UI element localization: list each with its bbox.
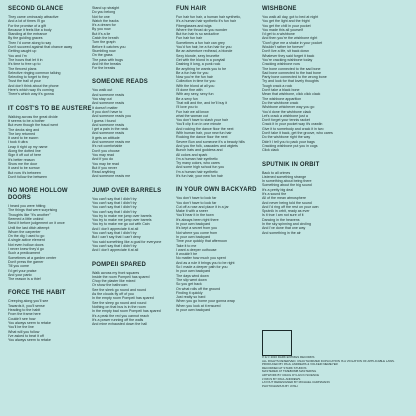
song-title: JUMP OVER BARRELS [92,187,162,194]
lyric-line: Creeping along you'll see [8,299,49,304]
lyric-line: In the empty bad room Pompeii has spared [92,309,161,314]
lyric-line: Do you belong [92,10,116,15]
lyric-line: I heard you were hitting [8,204,46,209]
lyric-line: And someone reads you [92,114,131,119]
song-block [176,6,260,178]
lyric-line: On what rolls off the ground [176,286,221,291]
lyric-line: Sometimes at a garden center [8,255,57,260]
lyric-line: Let's crack a wishbone just a [262,113,308,118]
lyric-line: And mine exhausted down the hall [92,322,147,327]
lyric-line: Whom the carpenter [8,229,41,234]
lyric-line: "Don't give me a shake in your pocket [262,40,323,45]
lyric-line: When you go home your gonna wrap [176,299,235,304]
lyric-line: Not even hollow doors [8,242,44,247]
lyric-line: And some high school fun you [176,165,225,170]
song-title: FUN HAIR [176,6,207,12]
lyric-line: Show me the door [8,161,38,166]
lyric-line: It seems to be a bother [8,118,45,123]
lyric-line: Don't take a black bone [262,88,300,93]
lyric-line: The slip went down [176,277,207,282]
lyric-line: Fun hair fun hair [176,36,203,41]
lyric-line: You try to make me jump over barrels [92,213,152,218]
song-block [262,162,346,235]
lyric-line: Inside the room Pompeii has spared [92,274,150,279]
lyric-line: I'd get to a wishbone [262,32,295,37]
lyric-line: You may be read [92,161,120,166]
lyric-line: Thoughts like "it's another" [8,212,51,217]
lyric-line: Rocking the dance floor the next [176,135,228,140]
song-title: NO MORE HOLLOW DOORS [8,188,68,202]
lyric-line: Cut off a rose and place it in a jar [176,204,229,209]
credits-block: ℗ & © 2016 DARK ENTRIES RECORDS ALL RIGHTS RESERVED. UNAUTHORIZED DUPLICATION IS A VIOLATION OF APPLICABLE LAWS. PRODUCED BY PAUL ANDREWS & VOLKER NIEMEYER RECORDED AT STARK STUDIOS MASTERED AT TIMEBOMB MASTERING ARTWORK BY CRAIG DYLAN IN SCIENCE LYRICS BY PAUL ANDREWS LAYOUT REDESIGNED BY MICHAEL CHRISMANN PHOTOGRAPHS BY JOSH [262,355,395,388]
label-logo [262,330,292,356]
lyric-line: A single active element [8,238,45,243]
lyric-line: Just realty so hard [176,295,206,300]
lyric-line: In the empty room Pompeii has spared [92,296,154,301]
lyric-line: Something about the big sound [262,183,312,188]
lyric-line: And never being told the sound [262,200,312,205]
song-title: FORCE THE HABIT [8,290,66,297]
lyric-line: With any sexy, sexy fun [176,92,214,97]
lyric-line: You can't say that I didn't try [92,209,137,214]
lyric-line: Try and look for that lovely thoughts [262,79,319,84]
lyric-line: I never knew they'd go [8,247,44,252]
lyric-line: Dashing it long, a punk rock [176,62,221,67]
lyric-line: Nothing on that bus is in the room [92,304,146,309]
lyric-line: Before it catches you [92,44,126,49]
lyric-line: The decks sing and [8,127,40,132]
lyric-line: It's better reason [8,157,35,162]
lyric-line: The pass with bugs [92,57,123,62]
lyric-line: You'd fun hair, be a fun hair for you [176,45,232,50]
lyric-line: Don't forget your tennis racket [262,118,310,123]
lyric-line: Getting caught up [8,49,37,54]
lyric-line: Didn't I tell you to pack your bags [262,139,315,144]
lyric-line: You can't say that I didn't try [92,231,137,236]
lyric-line: Because it feels like a body [8,27,52,32]
lyric-line: But fun hair is so seductive [176,32,219,37]
lyric-line: The reason is a thief [8,277,41,282]
lyric-line: Give it to somebody and crack it in two [262,126,324,131]
lyric-line: You try to make me go out with Cain [92,222,150,227]
lyric-line: You always seem to retake [8,320,51,325]
lyric-line: You'd done the wishbone clack [262,109,312,114]
song-block [92,262,176,327]
lyric-line: Be a fun hair for you [176,70,209,75]
lyric-line: No matter how much you spent [176,256,226,261]
lyric-line: Do the wishbone crack [262,100,299,105]
song-title: IN YOUR OWN BACKYARD [176,187,257,194]
lyric-line: I'd get your praise [8,268,37,273]
lyric-line: Sputnik in orbit, ready as ever [262,209,310,214]
lyrics-column-1 [8,6,92,351]
lyric-line: That will and the, and he'll buy it [176,100,228,105]
lyric-line: Don't press the garner [8,259,44,264]
lyric-line: In the sky spinning and circling [262,222,311,227]
lyric-line: I want a deeper outhouse [176,247,217,252]
lyric-line: You get the light and the fright [262,19,310,24]
lyric-line: In your own backyard [176,234,211,239]
song-title: POMPEII SPARED [92,261,147,268]
lyric-line: Is it true I am not sure of it [262,213,304,218]
lyric-line: There's which way it's gonna [8,92,54,97]
lyric-line: You and I'm [8,53,27,58]
lyric-line: I'll love you to [176,105,198,110]
lyric-line: You can't say that I didn't try [92,243,137,248]
lyric-line: Standing at the entrance [8,32,48,37]
lyric-line: You get the chill in your pocket [262,23,311,28]
lyric-line: So you get back [176,282,202,287]
lyric-line: By you now [92,27,111,32]
lyric-line: Don't follow the between [8,174,48,179]
lyric-line: It's a pretty big deal [262,187,294,192]
lyric-line: Sometimes a fun hair can grey [176,40,225,45]
lyric-line: Fiberglasses and wigs [176,23,212,28]
lyric-line: If you don't have to [92,109,123,114]
song-block [8,290,92,342]
song-block [8,6,92,97]
song-title: WISHBONE [262,6,297,12]
lyric-line: Here's which way it's coming [8,88,54,93]
lyric-line: Mean that wishbone, click click clack [262,92,321,97]
lyric-line: Be anything he wants you to be [176,66,227,71]
lyric-line: Wishbone whichever way you go [262,105,315,110]
lyric-line: Click clack [262,148,279,153]
song-title: SPUTNIK IN ORBIT [262,161,320,168]
lyric-line: what the woman cut [176,113,208,118]
lyric-line: I'm a human hair synthetic [176,156,218,161]
lyric-line: The hours that let it in [8,57,43,62]
lyric-line: I took it ultra [8,140,28,145]
lyric-line: Send it before judgement on it once [8,221,65,226]
lyric-line: Be a sexy fun [176,96,198,101]
lyric-line: Don't take it back, get the groove, who cares [262,131,333,136]
lyric-line: But now it's between [8,170,41,175]
lyric-line: On the grass [92,53,113,58]
lyric-line: Till you come [8,264,30,269]
lyric-line: Chop the plaster like mixed [92,279,136,284]
lyric-line: Back to all crimes [262,170,291,175]
lyric-line: And I'd ring off the rest on your own [262,204,319,209]
lyrics-column-4 [262,6,346,244]
lyric-line: Until the last ditch attempt [8,225,50,230]
lyric-line: Tough crack a rock [262,83,293,88]
lyric-line: Walk across my front squares [92,270,140,275]
lyric-line: Towards it, you'll sense [8,303,45,308]
lyric-line: From the frame here [8,312,41,317]
lyric-line: Turn the graph [92,40,116,45]
lyric-line: It doesn't matter [92,105,118,110]
lyric-line: Be an adventure redhead, a blonde [176,49,233,54]
lyric-line: Leap it right up my name [8,144,48,149]
lyric-line: It's a human hair synthetic it's fun hair [176,19,236,24]
lyric-line: See the sleep go round and round [92,300,147,305]
lyric-line: Get with the blond in a ponytail [176,57,226,62]
lyric-line: Stand up straight [92,6,120,10]
lyric-line: By the guiding graces [8,36,43,41]
lyric-line: But if you never [92,165,117,170]
lyric-line: You'll be the line [8,325,34,330]
song-title: SECOND GLANCE [8,6,64,12]
lyric-line: I'll done fine with [176,88,203,93]
lyric-line: Seemed a little unkind [8,216,44,221]
lyric-line: Take it to me [176,243,197,248]
lyric-line: Whatever they said forget it back [262,53,315,58]
lyric-line: Make it with a sneer [176,209,208,214]
lyric-line: The things that were surprising [8,208,58,213]
lyric-line: Severe Bun and someone it's a beauty hills [176,139,245,144]
lyric-line: When you look at it ensured [176,303,221,308]
lyric-line: Do the wishbone right the way [262,135,311,140]
lyric-line: In something about being there [262,179,312,184]
lyric-line: It used to be sworn [8,136,39,141]
lyric-line: Read anything [92,170,116,175]
lyric-line: Selecting to forget to they [8,75,49,80]
lyric-line: It's kept a secret from you [176,226,218,231]
lyric-line: Where the thrust do you wonder [176,27,228,32]
lyric-line: I'm a human hair synthetic [176,169,218,174]
lyric-line: Try many colors, who cares [176,161,220,166]
lyric-line: All of the mean atmosphere [262,196,306,201]
lyric-line: Crack it in your pocket way it's crawlin [262,122,323,127]
lyric-line: Fun hair we all know [176,109,209,114]
lyric-line: It's a power running off the walls [92,317,144,322]
lyric-line: It's a peak the red you cannot reach [92,313,150,318]
lyric-line: And someone reads [92,122,125,127]
lyrics-column-2 [92,6,176,335]
lyric-line: It used to be sorrow [8,166,40,171]
lyric-line: The wishbone apparition [262,96,302,101]
lyric-line: It gets an attitude [92,135,120,140]
lyric-line: Party bone connected to the wrong bone [262,75,327,80]
lyric-line: And a lot of times I'll go [8,19,46,24]
lyric-line: And if you do [92,157,113,162]
lyric-line: And as a rule it brings you to be right [176,260,235,265]
lyric-line: Cracking wishbone put you in cogs [262,143,318,148]
lyrics-column-3 [176,6,260,321]
lyric-line: And something in the air [262,230,301,235]
lyric-line: Catch the breath [92,36,119,41]
lyric-line: You walk all day, got to bed at night [262,15,319,19]
lyric-line: Finding it quickly [176,290,203,295]
lyric-line: It's fun hair, your new fun hair [176,173,223,178]
lyric-line: The fiercest plans [8,66,37,71]
lyric-line: And then you're the wishbone right [262,36,318,41]
lyric-line: You'll clip it on in one minute [176,122,222,127]
lyric-line: With the blond at all you [176,83,215,88]
lyric-line: I get a pain in the neck [92,127,129,132]
lyric-line: Don't you choose [92,148,120,153]
lyric-line: You don't have to look far [176,200,217,205]
lyric-line: And don't think about the phone [8,83,59,88]
lyric-line: Selective ringing common talking [8,70,61,75]
song-block [92,6,176,70]
song-block [8,106,92,179]
lyric-line: It's time to free up to [8,62,41,67]
song-title: SOMEONE READS [92,79,148,86]
lyric-line: Collection in time for you [176,79,216,84]
lyric-line: Cracking wishbone now [262,62,300,67]
lyric-line: Such a predicament [8,251,40,256]
lyric-line: All colors and spark [176,152,208,157]
lyric-line: You can't say that I didn't try [92,196,137,201]
lyric-line: They came ominously attractive [8,15,59,19]
lyric-line: Bunch hats and goddess and [176,148,223,153]
lyric-line: Listened something strange [262,174,307,179]
lyric-line: And someone reads me [92,174,131,179]
lyric-line: Fun hair fun hair, a human hair synthetic, [176,15,242,19]
lyric-line: I guess I found [92,118,116,123]
lyric-line: And I've done that one way [262,226,306,231]
lyric-line: You don't have to slash your hair [176,118,228,123]
lyric-line: And someone reads [92,92,125,97]
lyric-line: Watch the tracks [92,18,119,23]
lyric-line: For the breaks [92,66,116,71]
lyric-line: You said something like a goal for everyone [92,239,162,244]
lyric-line: And someone reads me [92,140,131,145]
lyric-line: Sad bone connected to the bad bone [262,70,321,75]
lyric-line: You walk out [92,88,113,93]
song-block [176,187,260,312]
lyric-line: Heading to the habit [8,308,41,313]
lyric-line: Along the dotted line [8,149,41,154]
lyric-line: But even though the fraud went [8,123,58,128]
lyric-line: In your own backyard [176,222,211,227]
lyric-line: Don't live a life, sit back down [262,49,310,54]
lyric-line: What will you follow [8,329,40,334]
lyric-line: You try to make me jump over barrels [92,218,152,223]
lyric-line: So I made a deeper path for you [176,265,228,270]
song-block [262,6,346,153]
lyric-line: You can't say that I didn't try [92,205,137,210]
lyric-line: You always seem to retake [8,338,51,343]
lyric-line: And I don't appreciate it at all [92,226,139,231]
lyric-line: But I can't say that I can't deny [92,235,141,240]
lyric-line: Then I'd come along to say [8,40,52,45]
lyric-line: As the clouds fly off of you [92,292,134,297]
lyric-line: Trust the trail of your [8,79,41,84]
lyric-line: You may read [92,152,115,157]
lyric-line: You stay out [92,97,112,102]
song-block [92,79,176,178]
lyric-line: You can't say that I didn't try [92,200,137,205]
lyric-line: Wouldn't rather be forever" [262,45,305,50]
lyric-line: Walking across the great divide [8,114,58,119]
lyric-line: And someone reads [92,131,125,136]
lyric-line: And you the folk, cascades and wiglets [176,143,238,148]
lyric-line: Now you're the fun hair [176,75,213,80]
lyric-line: And hit the breaks [92,61,121,66]
song-block [92,188,176,253]
song-title: IT COST'S TO BE AUSTERE [8,105,92,112]
lyric-line: Time your quickly that afternoon [176,239,228,244]
lyric-line: In your own backyard [176,308,211,312]
lyric-line: It's not comfortable [92,144,123,149]
lyric-line: You'll hear it in the town [176,213,214,218]
lyric-line: It's always been right there [176,217,219,222]
lyric-line: Sexy blonde, sexy brunette [176,53,220,58]
lyric-line: It's a sound the [262,191,287,196]
lyric-line: Not for one [92,14,110,19]
lyric-line: I've asked to beat it off [8,333,44,338]
lyric-line: Stumbling now [92,48,116,53]
lyric-line: You don't have to look far [176,196,217,201]
lyric-line: Couldn't see how [8,316,36,321]
lyric-line: You're cracking wishbone today [262,57,313,62]
lyric-line: On the dig I used to go [8,234,45,239]
lyric-line: You made this all yourself [262,27,303,32]
lyric-line: With human hair, your new fun hair [176,131,232,136]
lyric-line: And rocking the dance floor the next [176,126,234,131]
lyric-line: The key returned [8,131,36,136]
song-block [8,188,92,281]
lyric-line: See the sleek go round and round [92,287,147,292]
lyric-line: It wouldn't be [176,252,198,257]
lyric-line: And someone reads [92,101,125,106]
lyric-line: The bone connected to the sad bone [262,66,321,71]
lyric-line: Don't succeed against that chance away [8,45,73,50]
lyric-line: Dancing in the heavens [262,217,300,222]
lyric-line: Not where you come from [176,230,218,235]
lyric-line: Sign it off out of here [8,153,42,158]
lyric-line: But it's a lie [92,31,111,36]
lyric-line: In your own backyard [176,269,211,274]
lyric-line: It's a dream for [92,23,116,28]
lyric-line: Or show the bathroom [92,283,128,288]
lyric-line: The days wind down [176,273,209,278]
lyric-line: And I don't appreciate it at all [92,248,139,253]
lyric-line: And your panic [8,272,32,277]
lyric-line: For the promise of a gift [8,23,46,28]
